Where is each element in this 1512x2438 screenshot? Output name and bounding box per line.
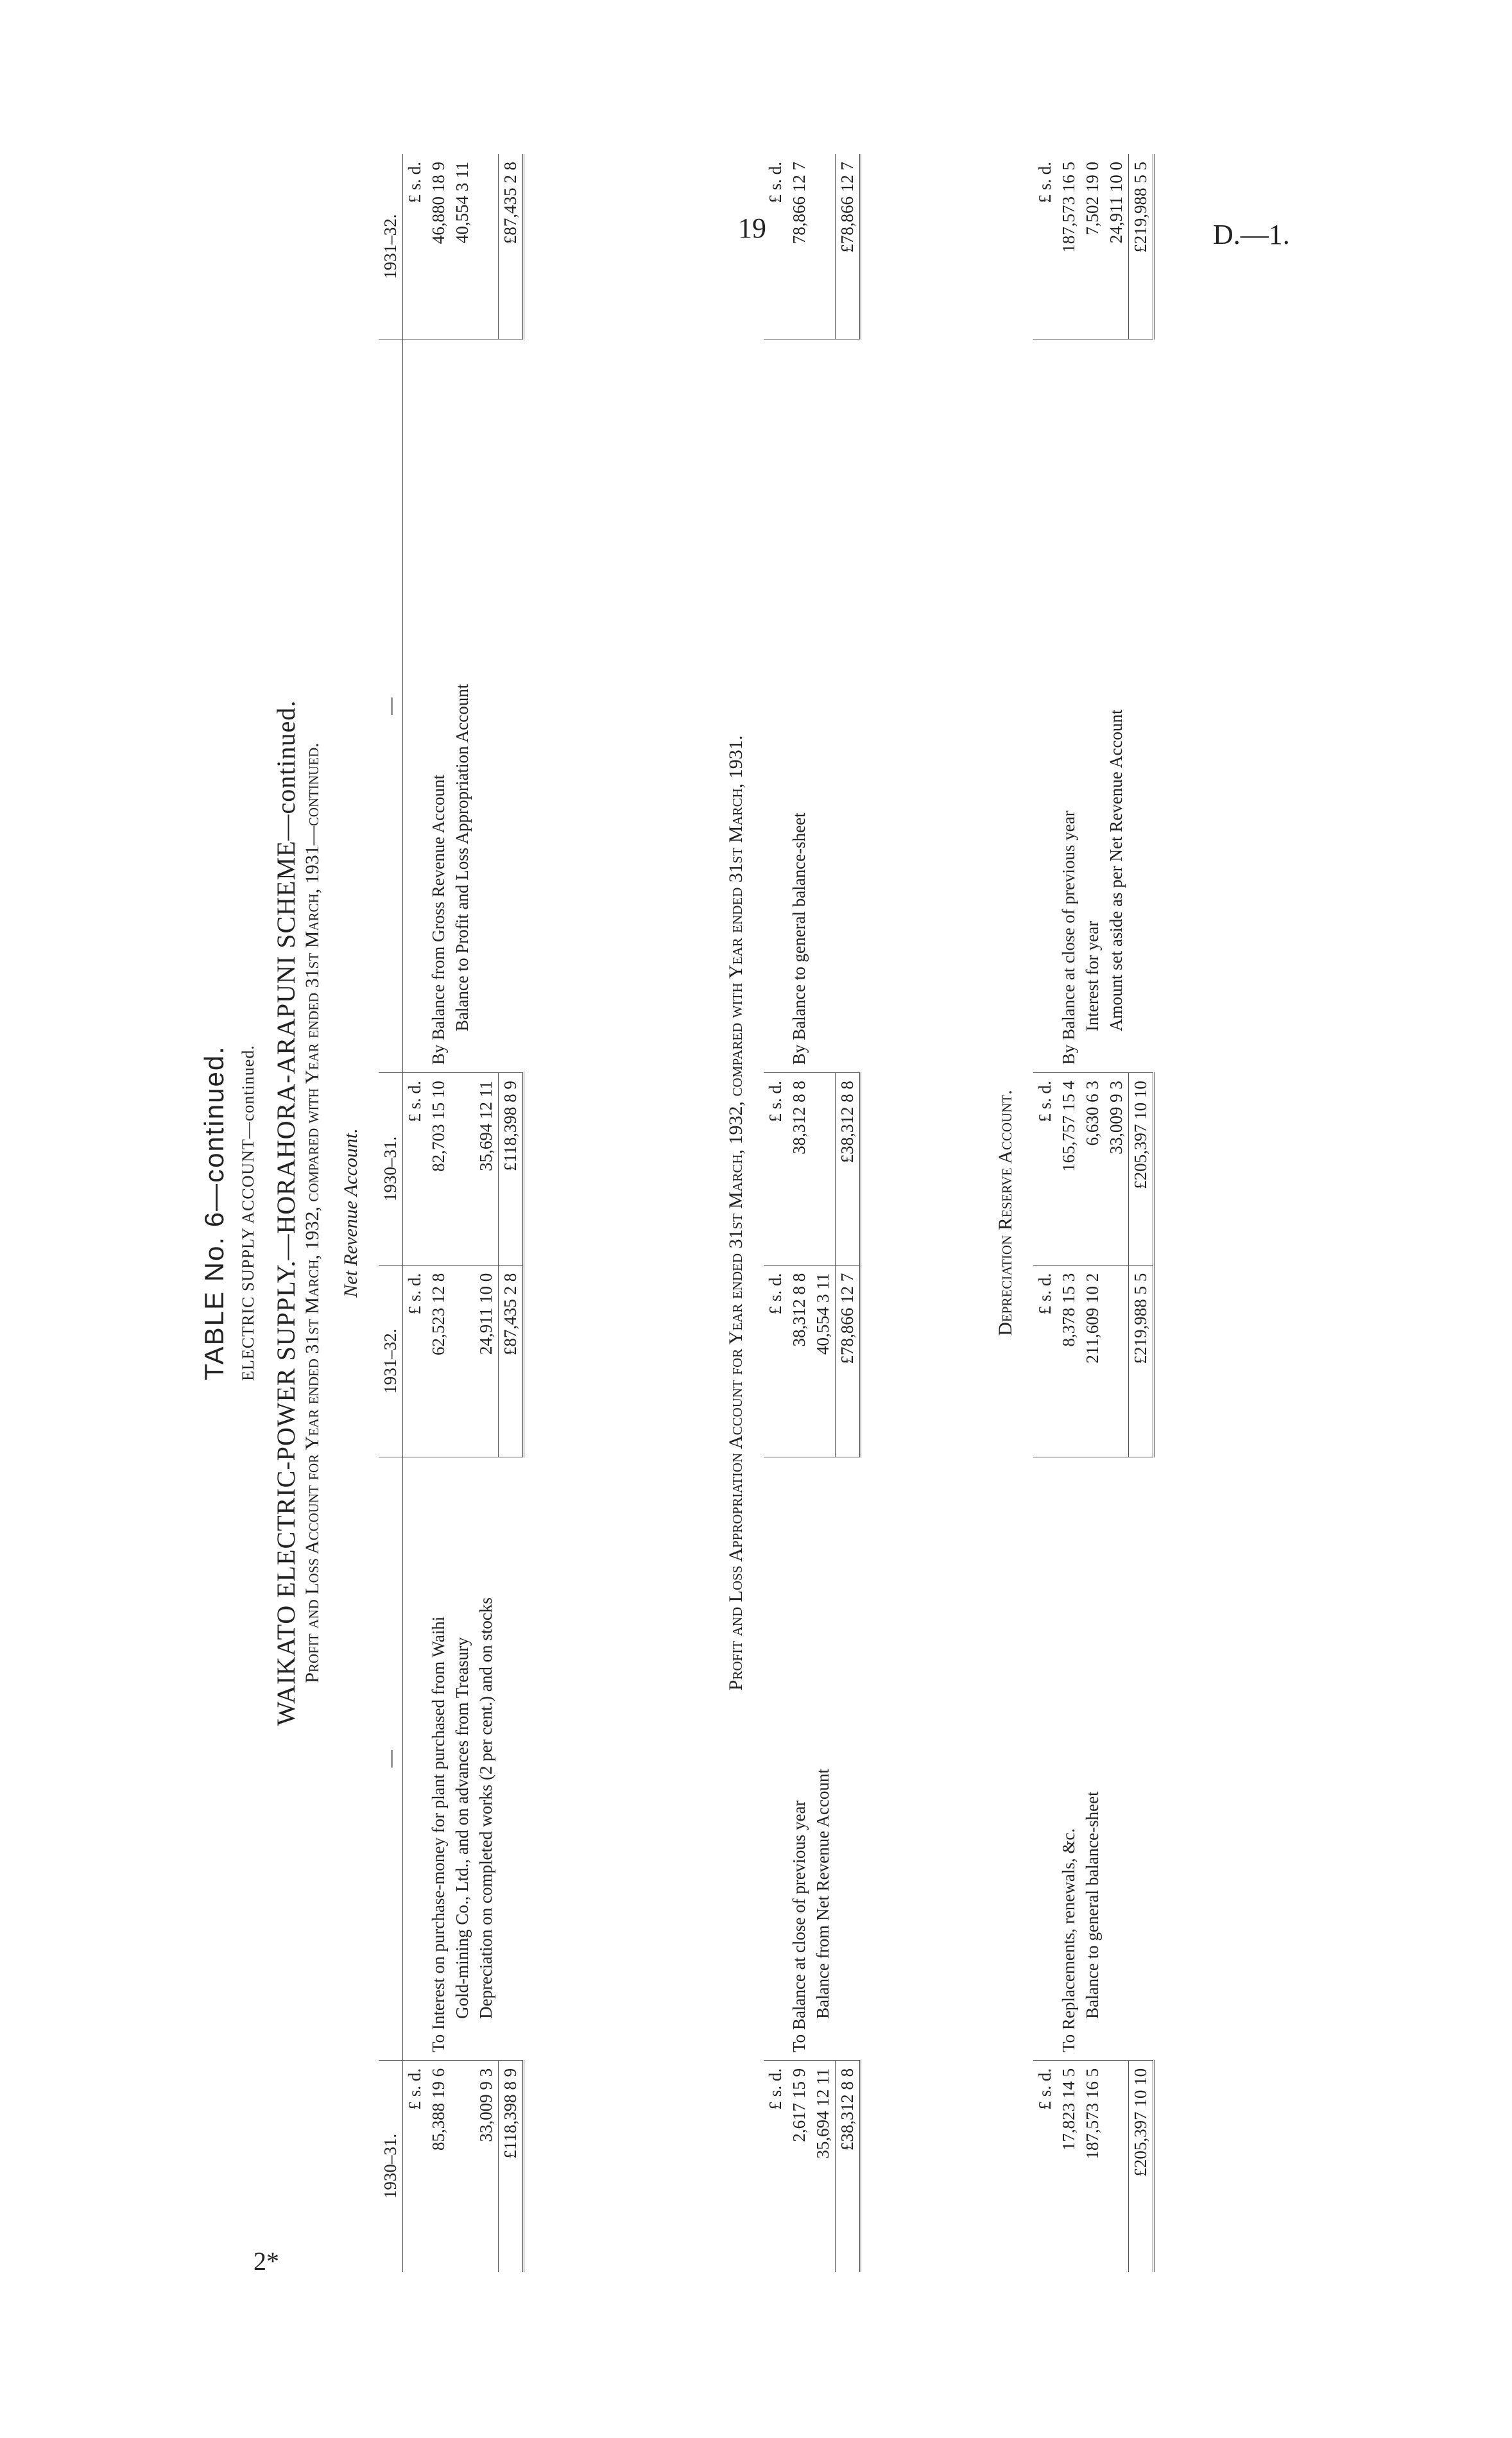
table-row: 2,617 15 9 To Balance at close of previous year 38,312 8 8 38,312 8 8 By Balance to general balance-sheet 78,866 12 7 [787,154,811,2272]
appropriation-table: £ s. d. £ s. d. £ s. d. £ s. d. 2,617 15 9 To Balance at close of previous year 38,312 8 8 38,312 8 8 By Balance to general balance-sheet 78,866 12 7 35,694 12 11 Balance from Net Revenue Account 40,554 3 11 £38,312 8 8 £78,866 12 7 £38,312 8 8 £78,866 12 7 [764,154,861,2272]
table-row: Gold-mining Co., Ltd., and on advances from Treasury Balance to Profit and Loss Appropriation Account 40,554 3 11 [451,154,474,2272]
document-reference: D.—1. [1213,219,1290,250]
rotated-table-block [186,154,1245,2272]
table-title: TABLE No. 6—continued. [199,1045,229,1380]
totals-row: £38,312 8 8 £78,866 12 7 £38,312 8 8 £78,866 12 7 [836,154,861,2272]
depreciation-table: £ s. d. £ s. d. £ s. d. £ s. d. 17,823 14 5 To Replacements, renewals, &c. 8,378 15 3 165,757 15 4 By Balance at close of previous year 187,573 16 5 187,573 16 5 Balance to general balance-sheet 211,609 10 2 6,630 6 3 Interest for year 7,502 19 0 33,009 9 3 Amount set aside as per Net Revenue Account 24,911 10 0 £205,397 10 10 £219,988 5 5 £205,397 10 10 £219,988 5 5 [1033,154,1155,2272]
net-revenue-table [379,154,524,2272]
table-row: 85,388 19 6 To Interest on purchase-money for plant purchased from Waihi 62,523 12 8 82,703 15 10 By Balance from Gross Revenue Account 46,880 18 9 [427,154,451,2272]
table-row: 33,009 9 3 Amount set aside as per Net Revenue Account 24,911 10 0 [1104,154,1129,2272]
table-row: 33,009 9 3 Depreciation on completed works (2 per cent.) and on stocks 24,911 10 0 35,694 12 11 [474,154,499,2272]
table-row: 187,573 16 5 Balance to general balance-sheet 211,609 10 2 6,630 6 3 Interest for year 7,502 19 0 [1081,154,1104,2272]
totals-row: £118,398 8 9 £87,435 2 8 £118,398 8 9 £87,435 2 8 [499,154,524,2272]
appropriation-title: Profit and Loss Appropriation Account for Year ended 31st March, 1932, compared with Year ended 31st March, 1931. [725,735,746,1691]
sheet-mark: 2* [253,2247,279,2276]
units: £ s. d. [403,1073,427,1266]
units: £ s. d. [403,1265,427,1457]
units: £ s. d. [403,154,427,339]
header-dash-debit: — [379,1457,403,2061]
totals-row: £205,397 10 10 £219,988 5 5 £205,397 10 10 £219,988 5 5 [1129,154,1154,2272]
header-1931-32-b: 1931–32. [379,154,403,339]
table-row: 17,823 14 5 To Replacements, renewals, &c. 8,378 15 3 165,757 15 4 By Balance at close of previous year 187,573 16 5 [1057,154,1081,2272]
header-1930-31: 1930–31. [379,2060,403,2272]
page-number: 19 [738,212,766,244]
units: £ s. d. [405,2068,424,2110]
scheme-title: WAIKATO ELECTRIC-POWER SUPPLY.—HORAHORA-ARAPUNI SCHEME—continued. [271,700,300,1726]
pl-title: Profit and Loss Account for Year ended 31st March, 1932, compared with Year ended 31st March, 1931—continued. [302,743,323,1683]
header-1930-31-b: 1930–31. [379,1073,403,1266]
table-subtitle: ELECTRIC SUPPLY ACCOUNT—continued. [239,1045,257,1381]
table-row: 35,694 12 11 Balance from Net Revenue Account 40,554 3 11 [811,154,836,2272]
header-1931-32: 1931–32. [379,1265,403,1457]
net-revenue-title: Net Revenue Account. [340,1128,361,1298]
depreciation-title: Depreciation Reserve Account. [995,1090,1016,1336]
header-dash-credit: — [379,339,403,1073]
